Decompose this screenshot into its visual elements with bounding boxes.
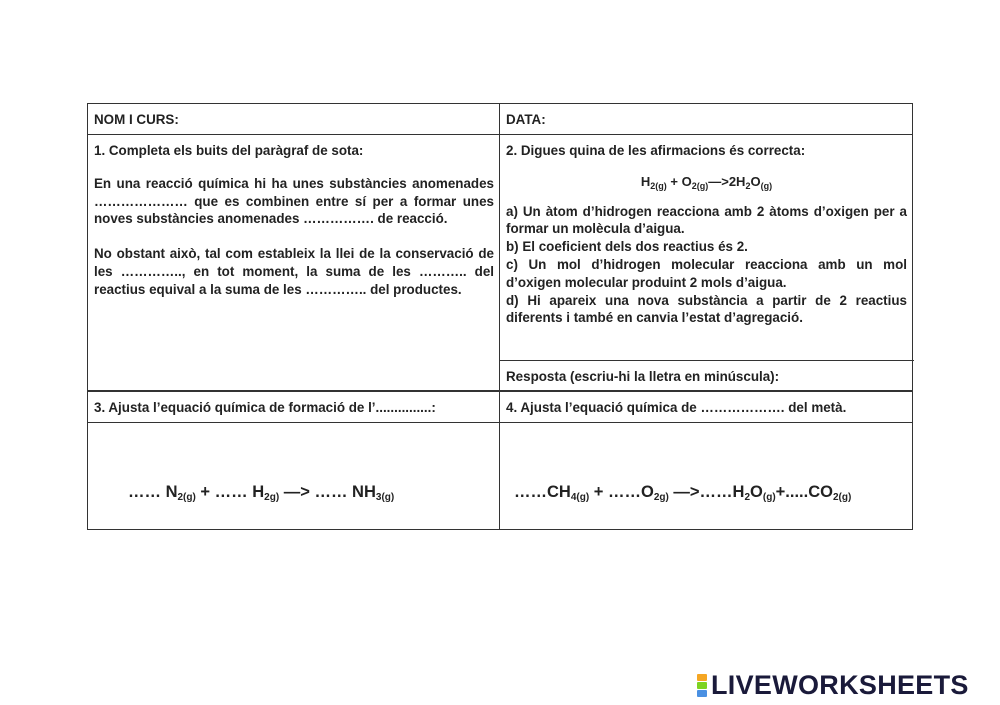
q2-option-d: d) Hi apareix una nova substància a partir de 2 reactius diferents i també en canvia l’estat d’agregació. xyxy=(506,292,907,326)
liveworksheets-logo xyxy=(697,669,969,701)
worksheet-table xyxy=(87,103,913,530)
row-divider xyxy=(88,134,912,135)
q2-answer-label: Resposta (escriu-hi la lletra en minúscula): xyxy=(506,369,780,384)
q1-block xyxy=(94,142,494,299)
row-divider xyxy=(88,422,912,423)
row-divider xyxy=(88,390,912,392)
row-divider xyxy=(499,360,914,361)
liveworksheets-logo-icon xyxy=(697,674,707,697)
q1-title: 1. Completa els buits del paràgraf de sota: xyxy=(94,143,364,158)
q4-equation: $\dots\dots CH_{4(g)}$ + $\dots\dots O_{2g)}$ $—>\dots\dots H_2O_{(g)}+.....CO_{2(g)}$ xyxy=(514,483,852,503)
q2-option-b: b) El coeficient dels dos reactius és 2. xyxy=(506,239,748,255)
q2-option-a: a) Un àtom d’hidrogen reacciona amb 2 àtoms d’oxigen per a formar un molècula d’aigua. xyxy=(506,203,907,237)
q2-block xyxy=(506,142,907,327)
q3-equation: …… $N_{2(g)}$ + …… $H_{2g)}$ —> …… $NH_{3(g)}$ xyxy=(128,483,395,503)
name-label: NOM I CURS: xyxy=(94,112,179,127)
q1-paragraph-1: En una reacció química hi ha unes substàncies anomenades ………………… que es combinen entre sí per a formar unes noves substàncies anomenades ……………. de reacció. xyxy=(94,175,494,227)
q2-equation: $H_{2(g)}$ + $O_{2(g)}—>2H_2O_{(g)}$ xyxy=(640,173,773,191)
q4-title: 4. Ajusta l’equació química de ………………. del metà. xyxy=(506,400,847,415)
column-divider xyxy=(499,104,500,529)
q1-paragraph-2: No obstant això, tal com estableix la llei de la conservació de les ………….., en tot moment, la suma de les ……….. del reactius equival a la suma de les ………….. del productes. xyxy=(94,246,494,297)
q3-title: 3. Ajusta l’equació química de formació de l’...............: xyxy=(94,400,436,415)
q2-title: 2. Digues quina de les afirmacions és correcta: xyxy=(506,143,806,158)
date-label: DATA: xyxy=(506,112,546,127)
brand-name: LIVEWORKSHEETS xyxy=(711,669,969,700)
q2-option-c: c) Un mol d’hidrogen molecular reacciona amb un mol d’oxigen molecular produint 2 mols d’aigua. xyxy=(506,256,907,290)
